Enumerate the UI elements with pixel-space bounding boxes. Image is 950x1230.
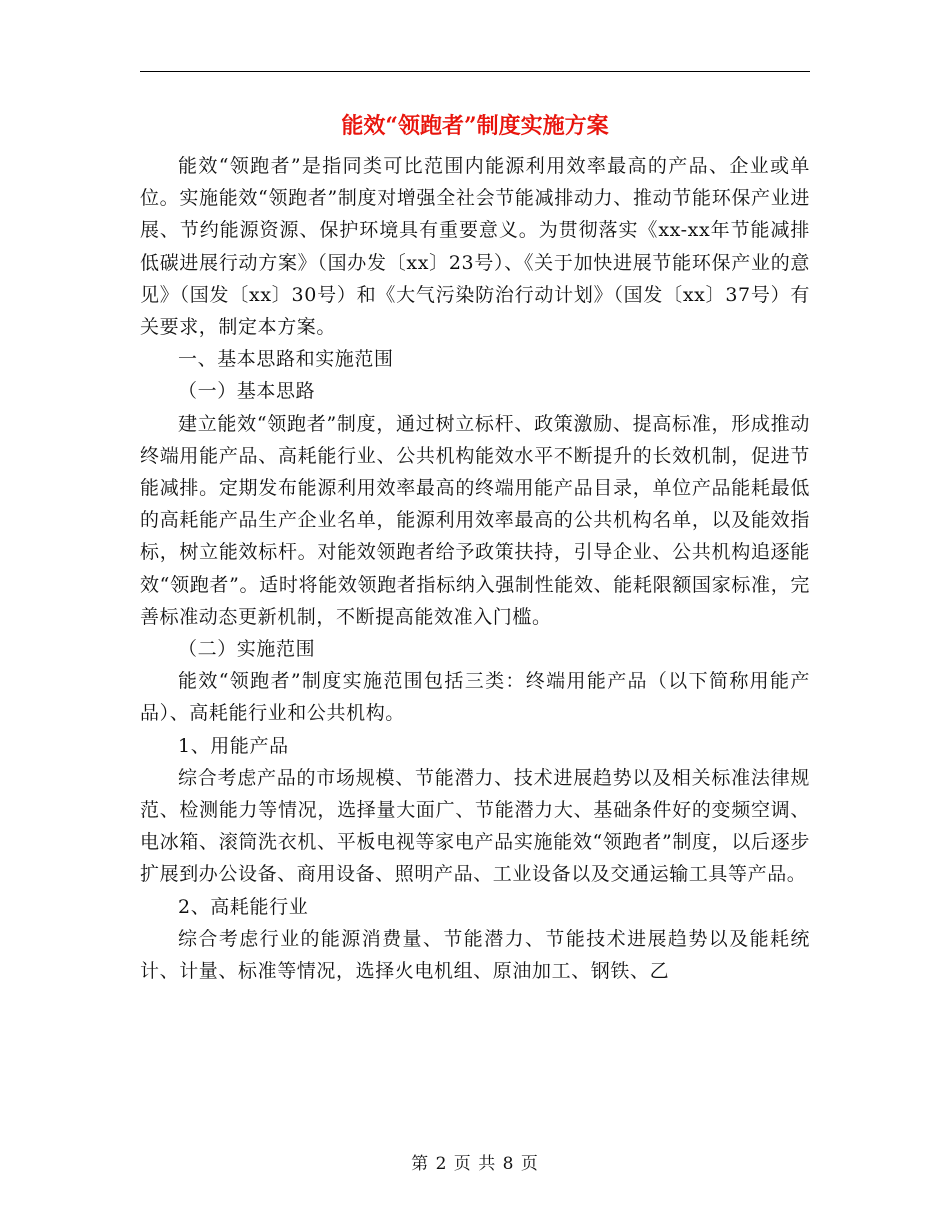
item-heading-industries: 2、高耗能行业 bbox=[178, 895, 309, 918]
scope-paragraph: 能效“领跑者”制度实施范围包括三类：终端用能产品（以下简称用能产品）、高耗能行业和公共机构。 bbox=[140, 670, 810, 725]
products-paragraph: 综合考虑产品的市场规模、节能潜力、技术进展趋势以及相关标准法律规范、检测能力等情况，选择量大面广、节能潜力大、基础条件好的变频空调、电冰箱、滚筒洗衣机、平板电视等家电产品实施能效“领跑者”制度，以后逐步扩展到办公设备、商用设备、照明产品、工业设备以及交通运输工具等产品。 bbox=[140, 766, 810, 886]
header-rule bbox=[140, 71, 810, 72]
document-body bbox=[140, 150, 810, 987]
subsection-heading-basic-idea: （一）基本思路 bbox=[178, 380, 316, 403]
intro-paragraph: 能效“领跑者”是指同类可比范围内能源利用效率最高的产品、企业或单位。实施能效“领跑者”制度对增强全社会节能减排动力、推动节能环保产业进展、节约能源资源、保护环境具有重要意义。为贯彻落实《xx-xx年节能减排低碳进展行动方案》（国办发〔xx〕23号）、《关于加快进展节能环保产业的意见》（国发〔xx〕30号）和《大气污染防治行动计划》（国发〔xx〕37号）有关要求，制定本方案。 bbox=[140, 155, 810, 339]
section-heading-1: 一、基本思路和实施范围 bbox=[178, 348, 394, 371]
item-heading-products: 1、用能产品 bbox=[178, 734, 289, 757]
industries-paragraph: 综合考虑行业的能源消费量、节能潜力、节能技术进展趋势以及能耗统计、计量、标准等情况，选择火电机组、原油加工、钢铁、乙 bbox=[140, 927, 810, 983]
page-number-footer: 第 2 页 共 8 页 bbox=[411, 1154, 539, 1174]
basic-idea-paragraph: 建立能效“领跑者”制度，通过树立标杆、政策激励、提高标准，形成推动终端用能产品、高耗能行业、公共机构能效水平不断提升的长效机制，促进节能减排。定期发布能源利用效率最高的终端用能产品目录，单位产品能耗最低的高耗能产品生产企业名单，能源利用效率最高的公共机构名单，以及能效指标，树立能效标杆。对能效领跑者给予政策扶持，引导企业、公共机构追逐能效“领跑者”。适时将能效领跑者指标纳入强制性能效、能耗限额国家标准，完善标准动态更新机制，不断提高能效准入门槛。 bbox=[140, 412, 810, 628]
subsection-heading-scope: （二）实施范围 bbox=[178, 638, 316, 661]
document-title: 能效“领跑者”制度实施方案 bbox=[341, 113, 609, 139]
